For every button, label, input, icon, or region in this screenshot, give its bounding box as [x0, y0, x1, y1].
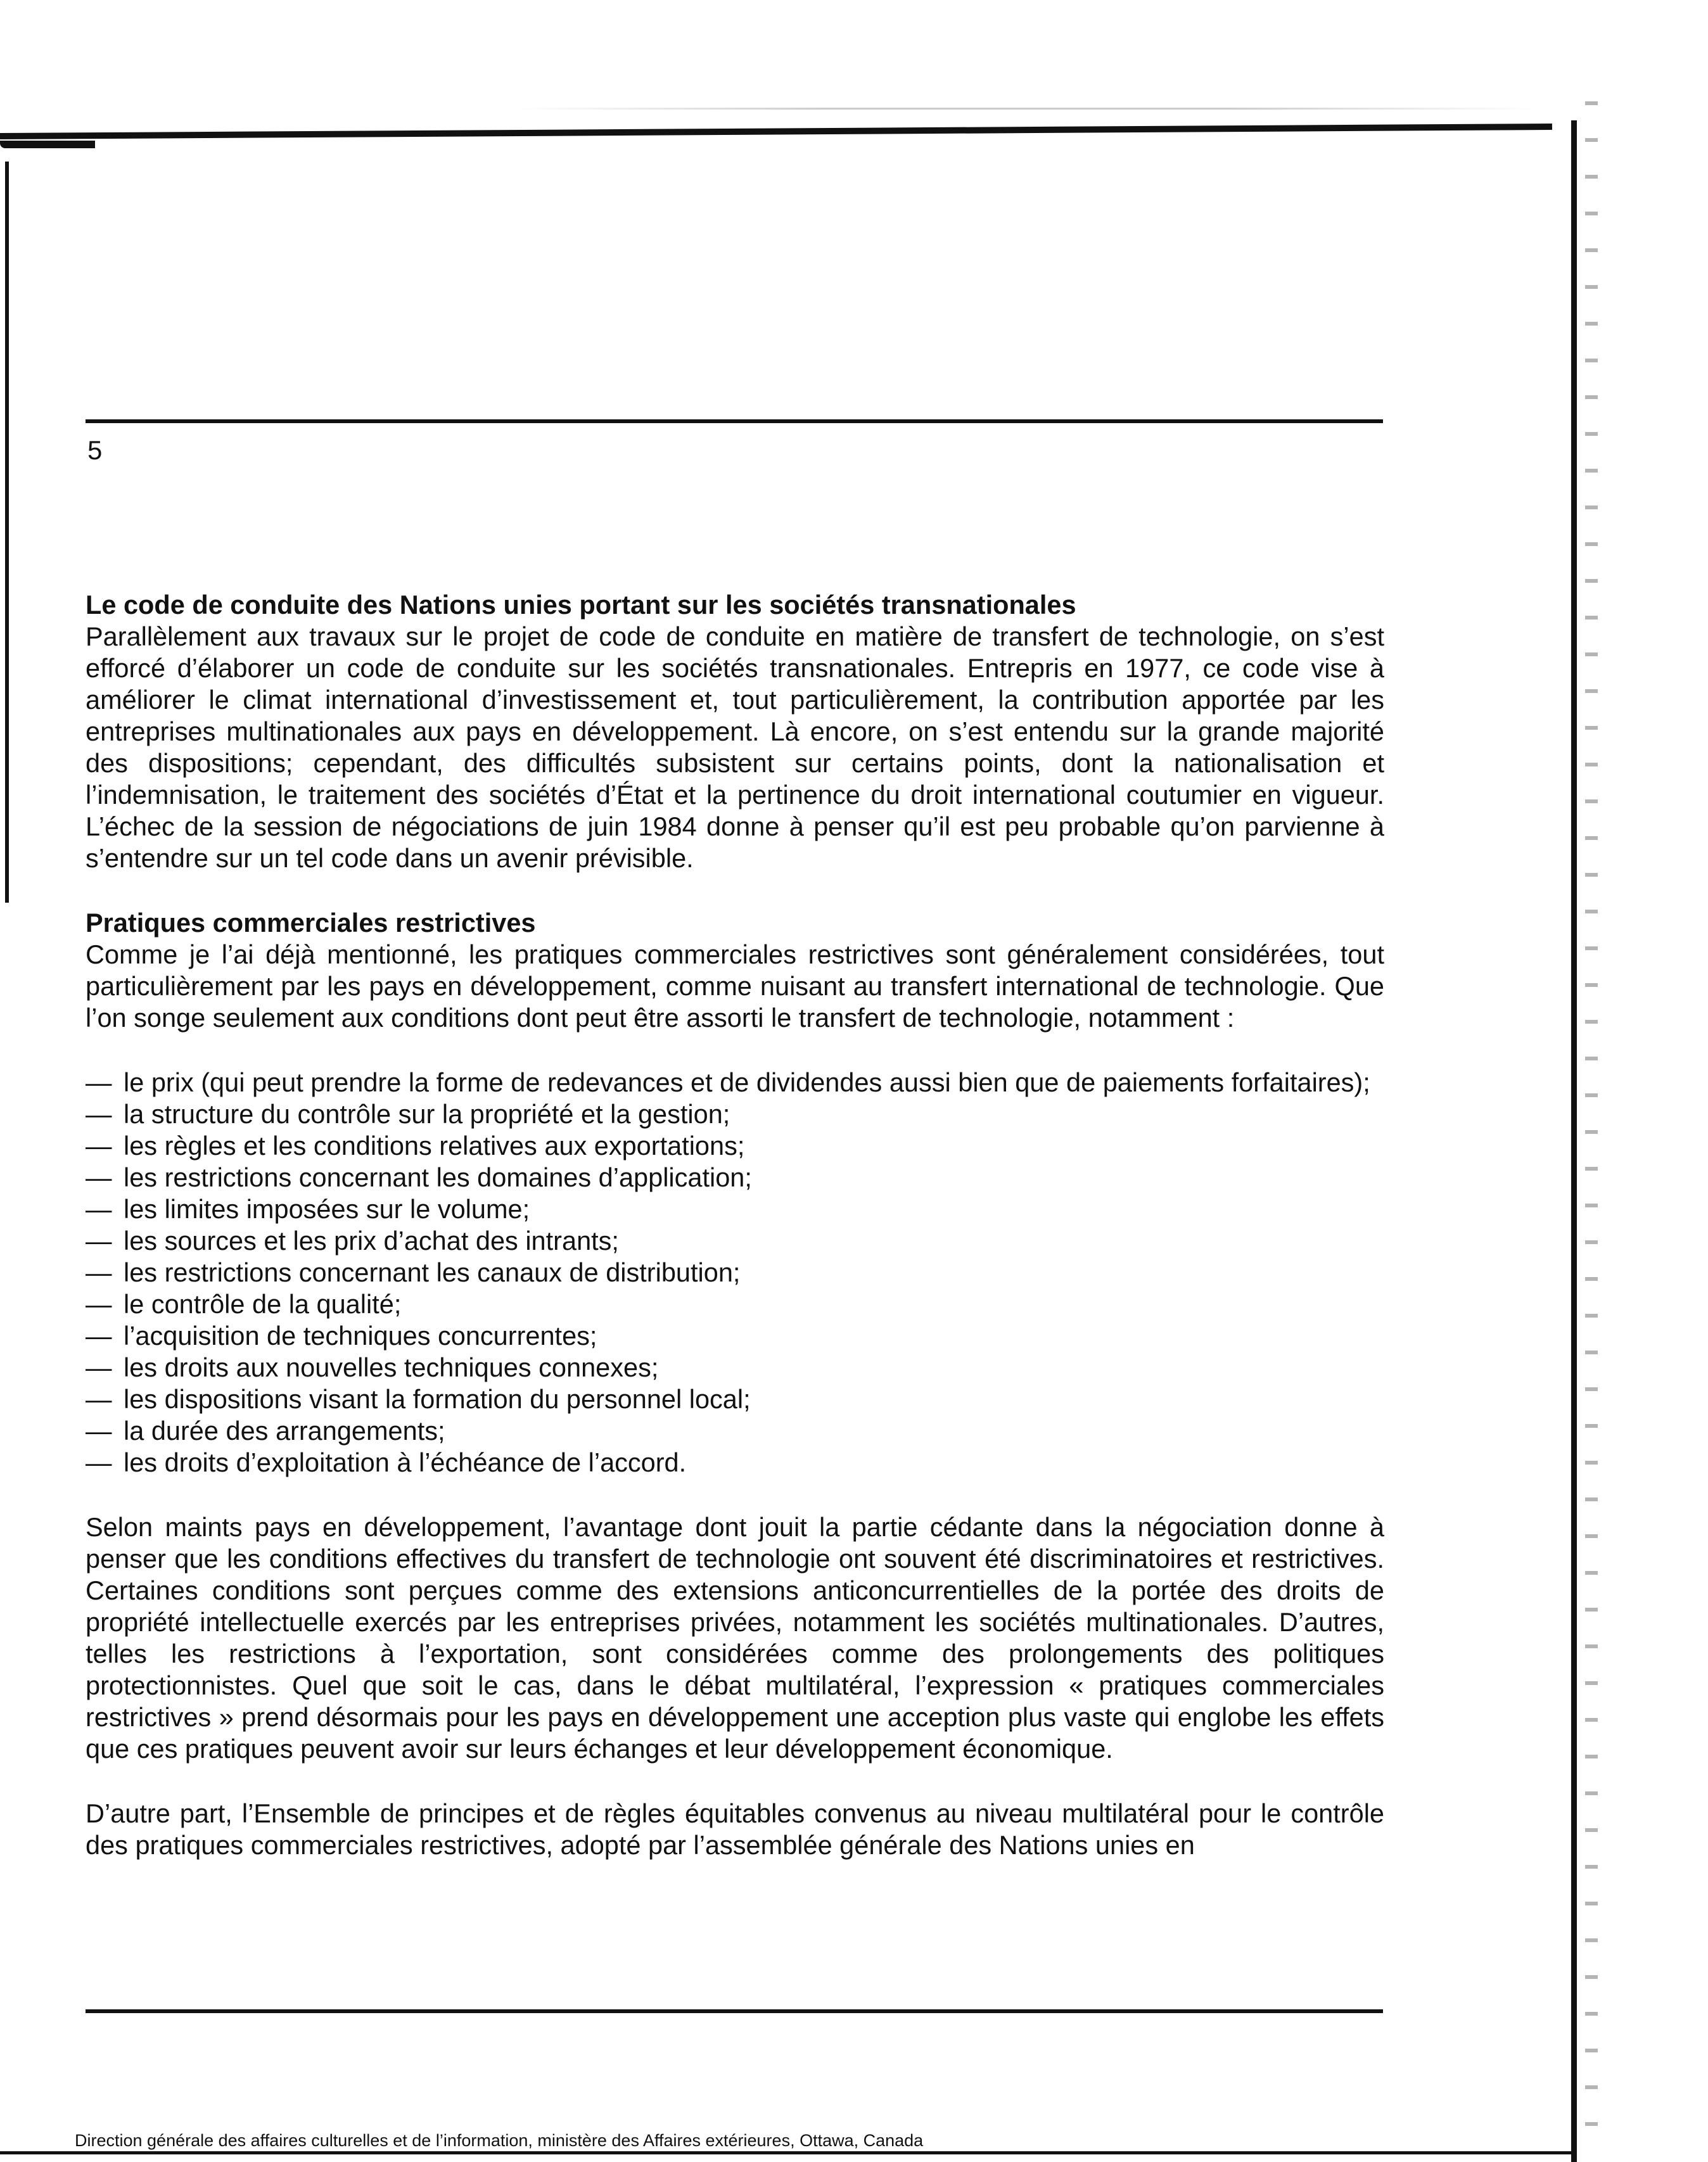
dash-bullet: — [86, 1226, 112, 1256]
list-item [86, 1352, 1384, 1383]
list-item-text: les limites imposées sur le volume; [124, 1194, 530, 1224]
paragraph-pratiques-intro: Comme je l’ai déjà mentionné, les pratiques commerciales restrictives sont généralement considérées, tout particulièrement par les pays en développement, comme nuisant au transfert international de technologie. Que l’on songe seulement aux conditions dont peut être assorti le transfert de technologie, notamment : [86, 939, 1384, 1033]
list-item-text: le contrôle de la qualité; [124, 1289, 402, 1319]
page-frame-corner [0, 141, 95, 148]
dash-bullet: — [86, 1067, 112, 1097]
list-item [86, 1320, 1384, 1352]
list-item [86, 1415, 1384, 1447]
dash-bullet: — [86, 1289, 112, 1319]
dash-bullet: — [86, 1099, 112, 1129]
footer-credit: Direction générale des affaires culturelles et de l’information, ministère des Affaires extérieures, Ottawa, Canada [75, 2131, 924, 2150]
list-item [86, 1130, 1384, 1162]
scan-edge-marks [1585, 101, 1598, 2154]
paragraph-spacer [86, 874, 1384, 907]
list-item [86, 1447, 1384, 1478]
page-number: 5 [87, 435, 103, 465]
document-body [86, 589, 1384, 1861]
dash-bullet: — [86, 1194, 112, 1224]
list-item-text: les droits aux nouvelles techniques connexes; [124, 1352, 659, 1382]
paragraph-spacer [86, 1765, 1384, 1798]
list-item [86, 1288, 1384, 1320]
scan-artifact-line [519, 108, 1533, 110]
list-item-text: les droits d’exploitation à l’échéance de l’accord. [124, 1447, 687, 1477]
list-item-text: les dispositions visant la formation du personnel local; [124, 1384, 751, 1414]
section-heading-code-de-conduite: Le code de conduite des Nations unies portant sur les sociétés transnationales [86, 590, 1076, 620]
list-item-text: la durée des arrangements; [124, 1416, 445, 1446]
dash-bullet: — [86, 1416, 112, 1446]
list-item [86, 1225, 1384, 1257]
footer-underline [0, 2151, 1574, 2154]
footer-rule [86, 2009, 1383, 2013]
page-frame-top-edge [0, 124, 1552, 139]
dash-bullet: — [86, 1131, 112, 1160]
paragraph-code-de-conduite: Parallèlement aux travaux sur le projet de code de conduite en matière de transfert de technologie, on s’est efforcé d’élaborer un code de conduite sur les sociétés transnationales. Entrepris en 1977, ce code vise à améliorer le climat international d’investissement et, tout particulièrement, la contribution apportée par les entreprises multinationales aux pays en développement. Là encore, on s’est entendu sur la grande majorité des dispositions; cependant, des difficultés subsistent sur certains points, dont la nationalisation et l’indemnisation, le traitement des sociétés d’État et la pertinence du droit international coutumier en vigueur. L’échec de la session de négociations de juin 1984 donne à penser qu’il est peu probable qu’on parvienne à s’entendre sur un tel code dans un avenir prévisible. [86, 621, 1384, 873]
list-item [86, 1067, 1384, 1098]
list-item [86, 1257, 1384, 1288]
dash-bullet: — [86, 1162, 112, 1192]
list-item-text: les restrictions concernant les domaines d’application; [124, 1162, 752, 1192]
list-item [86, 1383, 1384, 1415]
list-item-text: les restrictions concernant les canaux de distribution; [124, 1257, 741, 1287]
list-item-text: l’acquisition de techniques concurrentes; [124, 1321, 597, 1351]
header-rule [86, 419, 1383, 423]
page-frame-right-edge [1571, 120, 1577, 2162]
paragraph-ensemble-de-principes: D’autre part, l’Ensemble de principes et de règles équitables convenus au niveau multilatéral pour le contrôle des pratiques commerciales restrictives, adopté par l’assemblée générale des Nations unies en [86, 1798, 1384, 1860]
paragraph-spacer [86, 1034, 1384, 1067]
page-frame-left-edge [5, 162, 9, 903]
list-item-text: le prix (qui peut prendre la forme de redevances et de dividendes aussi bien que de paiements forfaitaires); [124, 1067, 1370, 1097]
dash-bullet: — [86, 1384, 112, 1414]
dash-bullet: — [86, 1321, 112, 1351]
list-item [86, 1098, 1384, 1130]
list-item-text: la structure du contrôle sur la propriété et la gestion; [124, 1099, 730, 1129]
dash-bullet: — [86, 1352, 112, 1382]
conditions-list [86, 1067, 1384, 1478]
paragraph-pays-en-developpement: Selon maints pays en développement, l’avantage dont jouit la partie cédante dans la négociation donne à penser que les conditions effectives du transfert de technologie ont souvent été discriminatoires et restrictives. Certaines conditions sont perçues comme des extensions anticoncurrentielles de la portée des droits de propriété intellectuelle exercés par les entreprises privées, notamment les sociétés multinationales. D’autres, telles les restrictions à l’exportation, sont considérées comme des prolongements des politiques protectionnistes. Quel que soit le cas, dans le débat multilatéral, l’expression « pratiques commerciales restrictives » prend désormais pour les pays en développement une acception plus vaste qui englobe les effets que ces pratiques peuvent avoir sur leurs échanges et leur développement économique. [86, 1512, 1384, 1764]
section-heading-pratiques-commerciales: Pratiques commerciales restrictives [86, 908, 536, 938]
list-item-text: les règles et les conditions relatives aux exportations; [124, 1131, 745, 1160]
dash-bullet: — [86, 1447, 112, 1477]
list-item [86, 1162, 1384, 1193]
list-item [86, 1193, 1384, 1225]
dash-bullet: — [86, 1257, 112, 1287]
list-item-text: les sources et les prix d’achat des intrants; [124, 1226, 619, 1256]
paragraph-spacer [86, 1478, 1384, 1511]
